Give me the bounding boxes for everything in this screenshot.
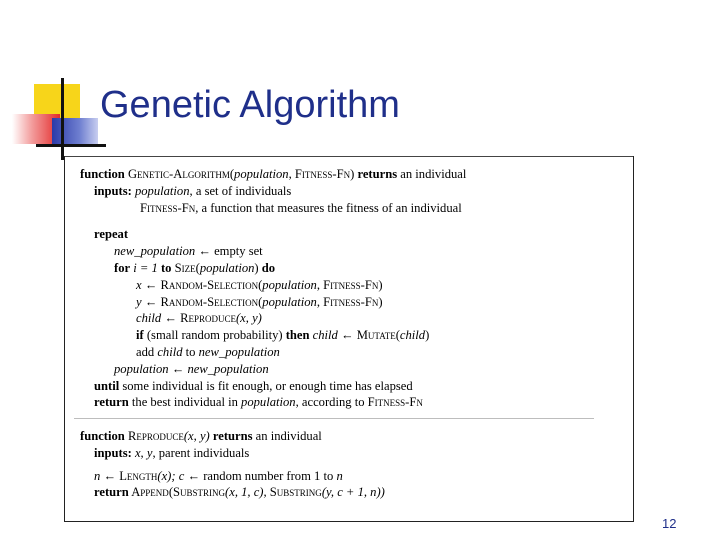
code-line: repeat (94, 227, 129, 242)
code-line: function Genetic-Algorithm(population, Fitness-Fn) returns an individual (80, 167, 467, 181)
logo-blue-bar (52, 118, 98, 144)
function-separator (74, 418, 594, 419)
genetic-algorithm-pseudocode (80, 166, 466, 411)
code-line: x ← Random-Selection(population, Fitness-Fn) (136, 277, 383, 292)
code-line: y ← Random-Selection(population, Fitness-Fn) (136, 294, 383, 309)
code-line: if (small random probability) then child ← Mutate(child) (136, 328, 430, 343)
slide-title: Genetic Algorithm (100, 84, 400, 126)
code-line: until some individual is fit enough, or enough time has elapsed (94, 378, 413, 393)
code-line: return the best individual in population, according to Fitness-Fn (94, 395, 423, 410)
code-line: child ← Reproduce(x, y) (136, 311, 262, 326)
code-line: inputs: population, a set of individuals (94, 183, 292, 198)
code-line: population ← new_population (114, 361, 269, 376)
reproduce-pseudocode (80, 428, 385, 501)
code-line: function Reproduce(x, y) returns an individual (80, 429, 322, 443)
code-line: for i = 1 to Size(population) do (114, 260, 276, 275)
page-number: 12 (662, 516, 677, 531)
code-line: add child to new_population (136, 344, 280, 359)
code-line: Fitness-Fn, a function that measures the fitness of an individual (140, 200, 462, 215)
code-line: return Append(Substring(x, 1, c), Substring(y, c + 1, n)) (94, 485, 385, 500)
code-line: inputs: x, y, parent individuals (94, 445, 250, 460)
code-spacer (80, 216, 466, 226)
code-line: new_population ← empty set (114, 244, 263, 259)
logo-vertical-line (61, 78, 64, 160)
logo-horizontal-line (36, 144, 106, 147)
code-line: n ← Length(x); c ← random number from 1 to n (94, 468, 343, 483)
